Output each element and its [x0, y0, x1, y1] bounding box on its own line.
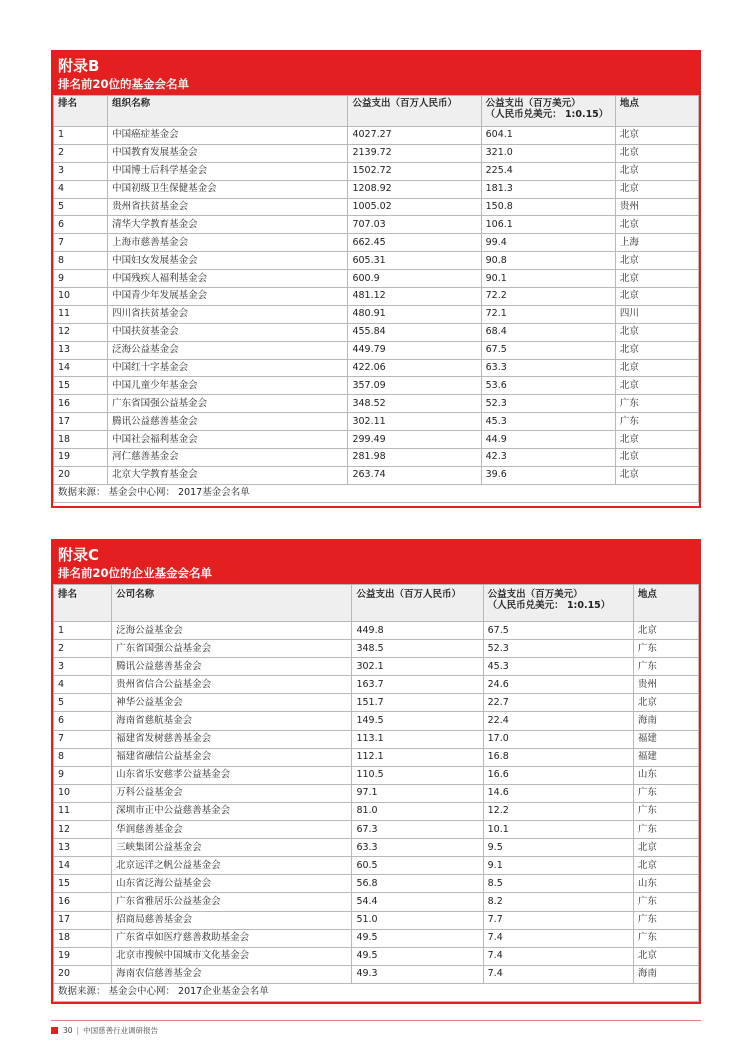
cell-usd-spend: 604.1 [481, 127, 615, 145]
cell-name: 中国初级卫生保健基金会 [108, 180, 348, 198]
cell-location: 北京 [633, 839, 698, 857]
cell-name: 神华公益基金会 [112, 694, 352, 712]
cell-name: 广东省雅居乐公益基金会 [112, 893, 352, 911]
cell-usd-spend: 8.2 [483, 893, 633, 911]
cell-rmb-spend: 449.8 [352, 622, 483, 640]
cell-name: 北京大学教育基金会 [108, 466, 348, 484]
cell-location: 四川 [615, 305, 698, 323]
cell-rmb-spend: 600.9 [348, 270, 481, 288]
table-row [54, 234, 699, 252]
cell-usd-spend: 17.0 [483, 730, 633, 748]
table-row [54, 676, 699, 694]
table-row [54, 766, 699, 784]
cell-location: 广东 [633, 802, 698, 820]
appendix-c-panel [51, 539, 701, 1004]
cell-usd-spend: 7.4 [483, 947, 633, 965]
cell-rmb-spend: 2139.72 [348, 144, 481, 162]
appendix-b-header-row [54, 96, 699, 127]
cell-rmb-spend: 63.3 [352, 839, 483, 857]
cell-rank: 6 [54, 712, 112, 730]
header-name: 公司名称 [112, 585, 352, 622]
header-name: 组织名称 [108, 96, 348, 127]
header-rank: 排名 [54, 585, 112, 622]
cell-location: 广东 [615, 395, 698, 413]
cell-rmb-spend: 97.1 [352, 784, 483, 802]
cell-location: 北京 [633, 947, 698, 965]
table-row [54, 965, 699, 983]
cell-rmb-spend: 481.12 [348, 288, 481, 306]
header-rmb-spend: 公益支出（百万人民币） [352, 585, 483, 622]
cell-usd-spend: 99.4 [481, 234, 615, 252]
cell-rmb-spend: 112.1 [352, 748, 483, 766]
cell-location: 广东 [615, 413, 698, 431]
cell-usd-spend: 39.6 [481, 466, 615, 484]
cell-usd-spend: 225.4 [481, 162, 615, 180]
cell-name: 四川省扶贫基金会 [108, 305, 348, 323]
cell-rmb-spend: 67.3 [352, 821, 483, 839]
cell-rmb-spend: 1208.92 [348, 180, 481, 198]
cell-rank: 7 [54, 234, 108, 252]
cell-location: 北京 [615, 216, 698, 234]
cell-location: 广东 [633, 893, 698, 911]
cell-usd-spend: 90.8 [481, 252, 615, 270]
cell-rmb-spend: 707.03 [348, 216, 481, 234]
cell-location: 贵州 [633, 676, 698, 694]
cell-rank: 10 [54, 288, 108, 306]
cell-location: 北京 [615, 377, 698, 395]
cell-name: 河仁慈善基金会 [108, 449, 348, 467]
cell-location: 北京 [615, 127, 698, 145]
cell-rank: 13 [54, 341, 108, 359]
cell-rank: 13 [54, 839, 112, 857]
cell-location: 广东 [633, 658, 698, 676]
table-row [54, 377, 699, 395]
cell-name: 中国青少年发展基金会 [108, 288, 348, 306]
cell-rank: 1 [54, 622, 112, 640]
cell-rank: 6 [54, 216, 108, 234]
cell-location: 北京 [615, 466, 698, 484]
table-row [54, 857, 699, 875]
cell-rmb-spend: 281.98 [348, 449, 481, 467]
cell-rank: 16 [54, 395, 108, 413]
cell-rmb-spend: 51.0 [352, 911, 483, 929]
cell-rmb-spend: 54.4 [352, 893, 483, 911]
cell-rank: 12 [54, 323, 108, 341]
table-row [54, 802, 699, 820]
appendix-b-title: 附录B [58, 57, 100, 75]
table-row [54, 748, 699, 766]
cell-name: 泛海公益基金会 [108, 341, 348, 359]
cell-rmb-spend: 110.5 [352, 766, 483, 784]
cell-location: 北京 [615, 431, 698, 449]
cell-rank: 4 [54, 180, 108, 198]
cell-usd-spend: 106.1 [481, 216, 615, 234]
cell-rmb-spend: 1005.02 [348, 198, 481, 216]
table-row [54, 640, 699, 658]
footer-rule [51, 1020, 701, 1021]
appendix-c-title: 附录C [58, 546, 100, 564]
cell-usd-spend: 63.3 [481, 359, 615, 377]
cell-rmb-spend: 662.45 [348, 234, 481, 252]
cell-usd-spend: 181.3 [481, 180, 615, 198]
cell-location: 贵州 [615, 198, 698, 216]
cell-location: 福建 [633, 748, 698, 766]
page-number: 30 [63, 1026, 73, 1035]
cell-name: 山东省泛海公益基金会 [112, 875, 352, 893]
cell-usd-spend: 45.3 [481, 413, 615, 431]
cell-name: 招商局慈善基金会 [112, 911, 352, 929]
cell-rank: 15 [54, 875, 112, 893]
cell-location: 北京 [615, 270, 698, 288]
cell-rmb-spend: 299.49 [348, 431, 481, 449]
cell-location: 海南 [633, 712, 698, 730]
appendix-b-header [53, 52, 699, 95]
table-row [54, 875, 699, 893]
cell-rmb-spend: 81.0 [352, 802, 483, 820]
cell-usd-spend: 7.4 [483, 929, 633, 947]
appendix-b-panel [51, 50, 701, 508]
cell-name: 中国儿童少年基金会 [108, 377, 348, 395]
cell-rmb-spend: 4027.27 [348, 127, 481, 145]
cell-usd-spend: 10.1 [483, 821, 633, 839]
cell-name: 中国妇女发展基金会 [108, 252, 348, 270]
cell-usd-spend: 9.1 [483, 857, 633, 875]
header-location: 地点 [633, 585, 698, 622]
cell-rmb-spend: 263.74 [348, 466, 481, 484]
cell-rank: 20 [54, 965, 112, 983]
cell-rank: 4 [54, 676, 112, 694]
cell-location: 北京 [633, 857, 698, 875]
cell-name: 泛海公益基金会 [112, 622, 352, 640]
cell-rmb-spend: 151.7 [352, 694, 483, 712]
cell-name: 中国扶贫基金会 [108, 323, 348, 341]
cell-location: 北京 [615, 144, 698, 162]
cell-rmb-spend: 480.91 [348, 305, 481, 323]
cell-usd-spend: 9.5 [483, 839, 633, 857]
cell-location: 山东 [633, 875, 698, 893]
report-name: 中国慈善行业调研报告 [83, 1026, 159, 1035]
cell-rmb-spend: 56.8 [352, 875, 483, 893]
cell-location: 北京 [633, 694, 698, 712]
cell-rank: 5 [54, 694, 112, 712]
cell-rmb-spend: 60.5 [352, 857, 483, 875]
table-row [54, 270, 699, 288]
cell-location: 广东 [633, 821, 698, 839]
cell-name: 福建省融信公益基金会 [112, 748, 352, 766]
cell-name: 广东省国强公益基金会 [112, 640, 352, 658]
cell-rank: 19 [54, 947, 112, 965]
cell-rank: 12 [54, 821, 112, 839]
cell-name: 中国社会福利基金会 [108, 431, 348, 449]
header-rmb-spend: 公益支出（百万人民币） [348, 96, 481, 127]
appendix-b-table [53, 95, 699, 503]
cell-usd-spend: 7.4 [483, 965, 633, 983]
table-row [54, 839, 699, 857]
cell-location: 海南 [633, 965, 698, 983]
cell-name: 上海市慈善基金会 [108, 234, 348, 252]
cell-location: 北京 [615, 449, 698, 467]
cell-rank: 17 [54, 911, 112, 929]
table-row [54, 127, 699, 145]
cell-name: 广东省卓如医疗慈善救助基金会 [112, 929, 352, 947]
cell-rmb-spend: 357.09 [348, 377, 481, 395]
cell-rank: 1 [54, 127, 108, 145]
table-row [54, 658, 699, 676]
table-row [54, 162, 699, 180]
cell-name: 福建省发树慈善基金会 [112, 730, 352, 748]
cell-rmb-spend: 302.1 [352, 658, 483, 676]
cell-rank: 10 [54, 784, 112, 802]
cell-usd-spend: 7.7 [483, 911, 633, 929]
cell-usd-spend: 22.7 [483, 694, 633, 712]
cell-usd-spend: 68.4 [481, 323, 615, 341]
cell-name: 清华大学教育基金会 [108, 216, 348, 234]
table-row [54, 449, 699, 467]
cell-location: 广东 [633, 784, 698, 802]
footer-separator: | [76, 1026, 80, 1035]
cell-rmb-spend: 449.79 [348, 341, 481, 359]
table-row [54, 144, 699, 162]
cell-location: 广东 [633, 911, 698, 929]
cell-name: 北京市搜候中国城市文化基金会 [112, 947, 352, 965]
cell-rmb-spend: 1502.72 [348, 162, 481, 180]
cell-rmb-spend: 455.84 [348, 323, 481, 341]
table-row [54, 341, 699, 359]
cell-usd-spend: 52.3 [481, 395, 615, 413]
table-row [54, 821, 699, 839]
table-row [54, 216, 699, 234]
source-row [54, 484, 699, 502]
cell-location: 北京 [633, 622, 698, 640]
source-row [54, 983, 699, 1001]
table-row [54, 323, 699, 341]
cell-rmb-spend: 348.52 [348, 395, 481, 413]
cell-rank: 8 [54, 252, 108, 270]
cell-location: 北京 [615, 323, 698, 341]
cell-rank: 19 [54, 449, 108, 467]
table-row [54, 252, 699, 270]
cell-name: 海南省慈航基金会 [112, 712, 352, 730]
cell-usd-spend: 16.8 [483, 748, 633, 766]
data-source-note: 数据来源： 基金会中心网： 2017企业基金会名单 [54, 983, 699, 1001]
cell-location: 广东 [633, 929, 698, 947]
cell-name: 中国博士后科学基金会 [108, 162, 348, 180]
table-row [54, 180, 699, 198]
cell-rank: 9 [54, 270, 108, 288]
cell-rank: 11 [54, 305, 108, 323]
cell-usd-spend: 8.5 [483, 875, 633, 893]
cell-usd-spend: 72.1 [481, 305, 615, 323]
header-usd-spend: 公益支出（百万美元） （人民币兑美元： 1:0.15） [481, 96, 615, 127]
cell-name: 中国教育发展基金会 [108, 144, 348, 162]
cell-usd-spend: 12.2 [483, 802, 633, 820]
cell-rank: 18 [54, 431, 108, 449]
cell-name: 华润慈善基金会 [112, 821, 352, 839]
cell-usd-spend: 42.3 [481, 449, 615, 467]
cell-rank: 15 [54, 377, 108, 395]
cell-rmb-spend: 422.06 [348, 359, 481, 377]
cell-rank: 3 [54, 658, 112, 676]
cell-location: 北京 [615, 288, 698, 306]
appendix-c-header [53, 541, 699, 584]
cell-location: 北京 [615, 180, 698, 198]
table-row [54, 431, 699, 449]
cell-rank: 3 [54, 162, 108, 180]
cell-rank: 8 [54, 748, 112, 766]
cell-name: 中国红十字基金会 [108, 359, 348, 377]
cell-name: 北京远洋之帆公益基金会 [112, 857, 352, 875]
cell-rmb-spend: 49.5 [352, 929, 483, 947]
data-source-note: 数据来源： 基金会中心网： 2017基金会名单 [54, 484, 699, 502]
cell-usd-spend: 22.4 [483, 712, 633, 730]
cell-location: 北京 [615, 341, 698, 359]
cell-location: 福建 [633, 730, 698, 748]
page-footer [51, 1025, 158, 1036]
cell-usd-spend: 67.5 [483, 622, 633, 640]
cell-name: 三峡集团公益基金会 [112, 839, 352, 857]
cell-location: 北京 [615, 252, 698, 270]
cell-rank: 11 [54, 802, 112, 820]
header-usd-spend: 公益支出（百万美元） （人民币兑美元： 1:0.15） [483, 585, 633, 622]
cell-rmb-spend: 163.7 [352, 676, 483, 694]
cell-usd-spend: 44.9 [481, 431, 615, 449]
cell-usd-spend: 16.6 [483, 766, 633, 784]
table-row [54, 893, 699, 911]
cell-usd-spend: 72.2 [481, 288, 615, 306]
cell-rmb-spend: 605.31 [348, 252, 481, 270]
cell-name: 贵州省信合公益基金会 [112, 676, 352, 694]
cell-name: 山东省乐安慈孝公益基金会 [112, 766, 352, 784]
appendix-c-header-row [54, 585, 699, 622]
cell-rank: 5 [54, 198, 108, 216]
cell-rmb-spend: 113.1 [352, 730, 483, 748]
table-row [54, 413, 699, 431]
cell-usd-spend: 150.8 [481, 198, 615, 216]
cell-usd-spend: 52.3 [483, 640, 633, 658]
table-row [54, 305, 699, 323]
cell-rank: 20 [54, 466, 108, 484]
cell-rank: 2 [54, 640, 112, 658]
table-row [54, 288, 699, 306]
cell-name: 万科公益基金会 [112, 784, 352, 802]
cell-location: 山东 [633, 766, 698, 784]
cell-location: 广东 [633, 640, 698, 658]
cell-location: 上海 [615, 234, 698, 252]
cell-rank: 7 [54, 730, 112, 748]
table-row [54, 622, 699, 640]
table-row [54, 694, 699, 712]
cell-usd-spend: 14.6 [483, 784, 633, 802]
cell-usd-spend: 45.3 [483, 658, 633, 676]
table-row [54, 198, 699, 216]
appendix-c-subtitle: 排名前20位的企业基金会名单 [58, 566, 213, 580]
cell-location: 北京 [615, 359, 698, 377]
cell-rank: 14 [54, 359, 108, 377]
table-row [54, 359, 699, 377]
cell-name: 腾讯公益慈善基金会 [112, 658, 352, 676]
cell-rmb-spend: 348.5 [352, 640, 483, 658]
table-row [54, 784, 699, 802]
cell-rmb-spend: 49.5 [352, 947, 483, 965]
cell-name: 广东省国强公益基金会 [108, 395, 348, 413]
cell-name: 腾讯公益慈善基金会 [108, 413, 348, 431]
cell-rank: 9 [54, 766, 112, 784]
table-row [54, 730, 699, 748]
cell-usd-spend: 53.6 [481, 377, 615, 395]
cell-rank: 16 [54, 893, 112, 911]
table-row [54, 947, 699, 965]
table-row [54, 466, 699, 484]
header-rank: 排名 [54, 96, 108, 127]
table-row [54, 712, 699, 730]
cell-name: 贵州省扶贫基金会 [108, 198, 348, 216]
cell-usd-spend: 90.1 [481, 270, 615, 288]
cell-name: 中国残疾人福利基金会 [108, 270, 348, 288]
table-row [54, 395, 699, 413]
cell-rmb-spend: 302.11 [348, 413, 481, 431]
cell-rank: 17 [54, 413, 108, 431]
header-location: 地点 [615, 96, 698, 127]
cell-name: 海南农信慈善基金会 [112, 965, 352, 983]
appendix-c-table [53, 584, 699, 1002]
appendix-b-subtitle: 排名前20位的基金会名单 [58, 77, 190, 91]
cell-usd-spend: 24.6 [483, 676, 633, 694]
cell-usd-spend: 67.5 [481, 341, 615, 359]
cell-rmb-spend: 49.3 [352, 965, 483, 983]
cell-rank: 18 [54, 929, 112, 947]
cell-name: 深圳市正中公益慈善基金会 [112, 802, 352, 820]
footer-marker [51, 1027, 58, 1034]
cell-rmb-spend: 149.5 [352, 712, 483, 730]
cell-usd-spend: 321.0 [481, 144, 615, 162]
cell-name: 中国癌症基金会 [108, 127, 348, 145]
table-row [54, 911, 699, 929]
cell-location: 北京 [615, 162, 698, 180]
cell-rank: 14 [54, 857, 112, 875]
cell-rank: 2 [54, 144, 108, 162]
table-row [54, 929, 699, 947]
